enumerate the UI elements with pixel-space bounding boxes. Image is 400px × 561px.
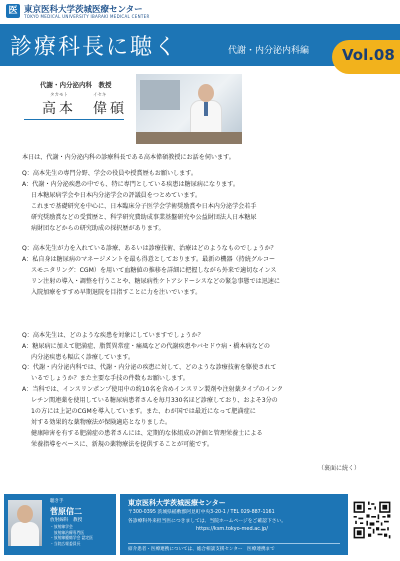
qa-line: A：当科では、インスリンポンプ使用中の約10名を含めインスリン製剤や注射薬タイプのインク — [22, 386, 283, 393]
qa-line: 内分泌疾患も幅広く診療しています。 — [31, 354, 135, 361]
qa-line: 日本糖尿病学会や日本内分泌学会の評議員をつとめています。 — [31, 192, 202, 199]
doctor-dept-title: 代謝・内分泌内科 教授 — [40, 81, 112, 89]
qa-line: いるでしょうか？また主要な手技の件数もお願いします。 — [31, 375, 189, 382]
interviewer-bio-line: ・放射線学会 — [50, 524, 73, 529]
qa-block-3 — [22, 330, 382, 363]
banner-title: 診療科長に聴く — [10, 35, 179, 60]
interviewer-bio-line: ・当院広報委員長 — [50, 540, 81, 546]
interviewer-head — [17, 505, 33, 523]
center-name-en: TOKYO MEDICAL UNIVERSITY IBARAKI MEDICAL CENTER — [24, 14, 150, 19]
qa-line: リン注射の導入・調整を行うことや、糖尿病性ケトアシドーシスなどの緊急事態では迅速に — [31, 278, 280, 285]
photo-shelf — [140, 80, 180, 110]
interviewer-photo — [8, 500, 42, 546]
footer-referral-text: 紹介患者・医療連携については、総合相談支援センター 医療連携まで — [128, 547, 275, 552]
qr-code-graphic — [352, 500, 392, 540]
qa-line: 健康障害を有する肥満症の患者さんには、定期的な体組成の評価と管理栄養士による — [31, 430, 263, 437]
qa-block-1 — [22, 168, 382, 234]
footer — [0, 494, 400, 561]
footer-address: 〒300-0395 茨城県稲敷郡阿見町中央3-20-1 / TEL 029-887-1161 — [128, 510, 275, 515]
doctor-photo — [136, 74, 242, 144]
qa-line: スモニタリング：CGM）を用いて血糖値の推移を詳細に把握しながら外来で適切なインス — [31, 267, 277, 274]
qa-block-2 — [22, 243, 382, 298]
interviewer-bio — [50, 524, 93, 546]
qa-line: 病財団などからの研究助成の採択歴があります。 — [31, 225, 165, 232]
qr-code-icon[interactable] — [352, 500, 392, 540]
footer-center-name: 東京医科大学茨城医療センター — [128, 499, 226, 507]
footer-url-link[interactable]: https://ksm.tokyo-med.ac.jp/ — [196, 526, 268, 532]
interviewer-card — [4, 494, 116, 555]
qa-line: 栄養指導をベースに、新規の薬物療法を提供することが可能です。 — [31, 441, 214, 448]
name-underline — [24, 119, 124, 120]
qa-line: Q：高本先生の専門分野、学会の役員や授賞歴もお願いします。 — [22, 170, 197, 177]
qa-line: Q：高本先生が力を入れている診療、あるいは診療技術、治療はどのようなものでしょうか？ — [22, 245, 277, 252]
doctor-ruby-family: タカモト — [50, 93, 68, 98]
doctor-ruby-given: イセキ — [93, 93, 107, 98]
footer-divider — [128, 543, 340, 544]
photo-tie — [204, 102, 208, 116]
continued-note: （裏面に続く） — [318, 465, 361, 472]
interviewer-bio-line: 放射線治療専門医 — [50, 529, 85, 535]
qa-line: これまで基礎研究を中心に、日本臨床分子医学会学術奨励賞や日本内分泌学会若手 — [31, 203, 257, 210]
qa-line: 研究奨励賞などの受賞歴と、科学研究費助成事業基盤研究や公益財団法人日本糖尿 — [31, 214, 257, 221]
qa-line: 対する効果的な薬物療法が保険適応となりました。 — [31, 419, 172, 426]
interviewer-bio-line: ・放射線腫瘍学会 認定医 — [50, 535, 93, 540]
hospital-logo-icon: 医 — [6, 4, 20, 18]
photo-head — [198, 84, 214, 102]
interviewer-role: 聴き手 — [50, 499, 64, 504]
intro-text: 本日は、代謝・内分泌内科の診療科長である高本偉碩教授にお話を伺います。 — [22, 154, 235, 161]
qa-line: Q：代謝・内分泌内科では、代謝・内分泌の疾患に対して、どのような診療技術を駆使されて — [22, 364, 277, 371]
qa-line: A：私自身は糖尿病のマネージメントを最も得意としております。最新の機器（持続グルコー — [22, 256, 276, 263]
contact-info-panel — [120, 494, 348, 555]
doctor-name: 高本 偉碩 — [42, 101, 127, 117]
qa-line: A：糖尿病に加えて肥満症、脂質異常症・痛風などの代謝疾患やバセドウ病・橋本病などの — [22, 343, 270, 350]
interviewer-name: 菅原信二 — [50, 507, 82, 516]
interviewer-title: 放射線科 教授 — [50, 518, 83, 523]
volume-label: Vol.08 — [342, 46, 395, 64]
qa-line: 1の方には上記のCGMを導入しています。また、わが国では最近になって肥満症に — [31, 408, 256, 415]
volume-badge — [332, 40, 400, 74]
qa-line: A：代謝・内分泌疾患の中でも、特に専門としている疾患は糖尿病になります。 — [22, 181, 239, 188]
interviewer-coat — [11, 522, 39, 546]
banner-subtitle: 代謝・内分泌内科編 — [228, 46, 310, 56]
header-bar — [0, 0, 400, 22]
qa-line: 入院加療をすすめ早期退院を目指すことに力を注いでいます。 — [31, 289, 202, 296]
qa-line: レチン関連薬を使用している糖尿病患者さんを毎月330名ほど診療しており、およそ3分の — [31, 397, 278, 404]
qa-line: Q：高本先生は、どのような疾患を対象にしていますでしょうか？ — [22, 332, 204, 339]
title-banner — [0, 24, 400, 66]
photo-desk — [136, 132, 242, 144]
qa-block-4 — [22, 362, 382, 450]
footer-note: 各診療科外来担当医につきましては、当院ホームページをご確認下さい。 — [128, 519, 287, 524]
center-name: 東京医科大学茨城医療センター — [24, 5, 143, 15]
